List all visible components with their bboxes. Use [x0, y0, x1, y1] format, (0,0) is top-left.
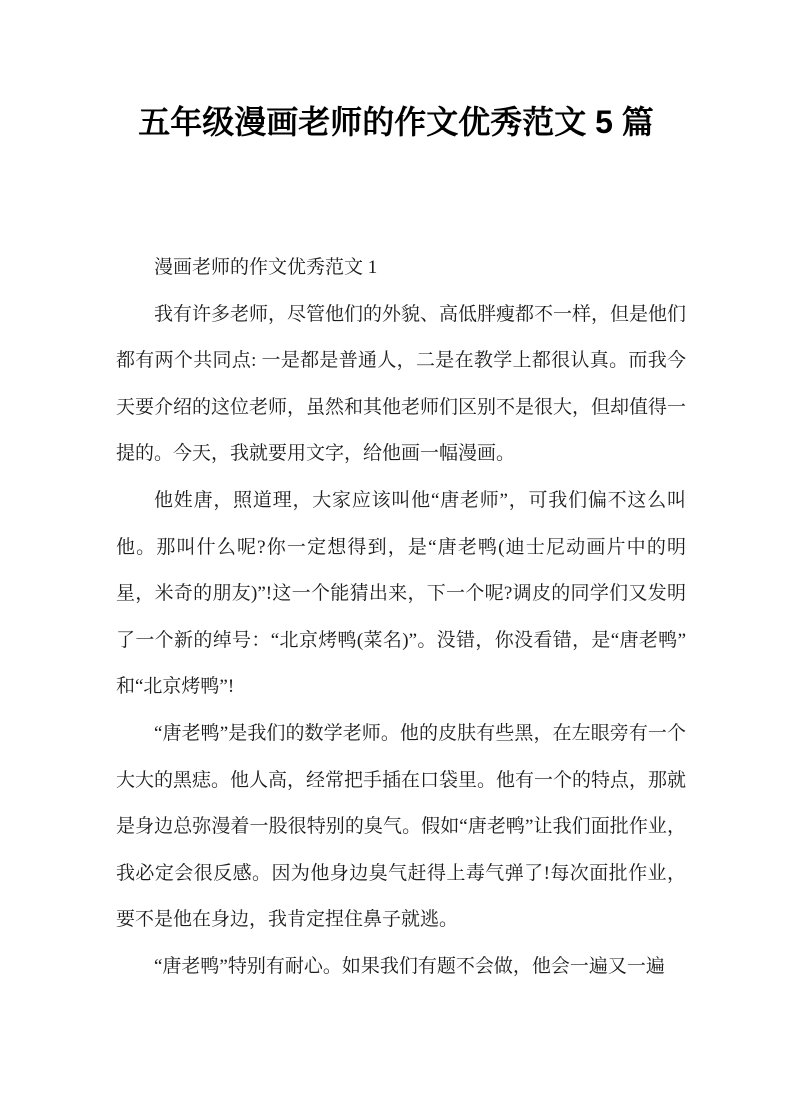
paragraph: “唐老鸭”特别有耐心。如果我们有题不会做，他会一遍又一遍 — [154, 955, 665, 977]
paragraph: 我有许多老师，尽管他们的外貌、高低胖瘦都不一样，但是他们都有两个共同点: 一是都是普通人，二是在教学上都很认真。而我今天要介绍的这位老师，虽然和其他老师们区别不是很大，但却值得一提的。今天，我就要用文字，给他画一幅漫画。 — [116, 303, 687, 465]
section-heading: 漫画老师的作文优秀范文 1 — [154, 257, 378, 278]
paragraph: 他姓唐，照道理，大家应该叫他“唐老师”，可我们偏不这么叫他。那叫什么呢?你一定想得到，是“唐老鸭(迪士尼动画片中的明星，米奇的朋友)”!这一个能猜出来，下一个呢?调皮的同学们又发明了一个新的绰号：“北京烤鸭(菜名)”。没错，你没看错，是“唐老鸭”和“北京烤鸭”! — [116, 489, 686, 698]
document-title: 五年级漫画老师的作文优秀范文 5 篇 — [138, 104, 654, 140]
document-body — [116, 245, 686, 991]
paragraph: “唐老鸭”是我们的数学老师。他的皮肤有些黑，在左眼旁有一个大大的黑痣。他人高，经常把手插在口袋里。他有一个的特点，那就是身边总弥漫着一股很特别的臭气。假如“唐老鸭”让我们面批作业，我必定会很反感。因为他身边臭气赶得上毒气弹了!每次面批作业，要不是他在身边，我肯定捏住鼻子就逃。 — [116, 722, 687, 931]
